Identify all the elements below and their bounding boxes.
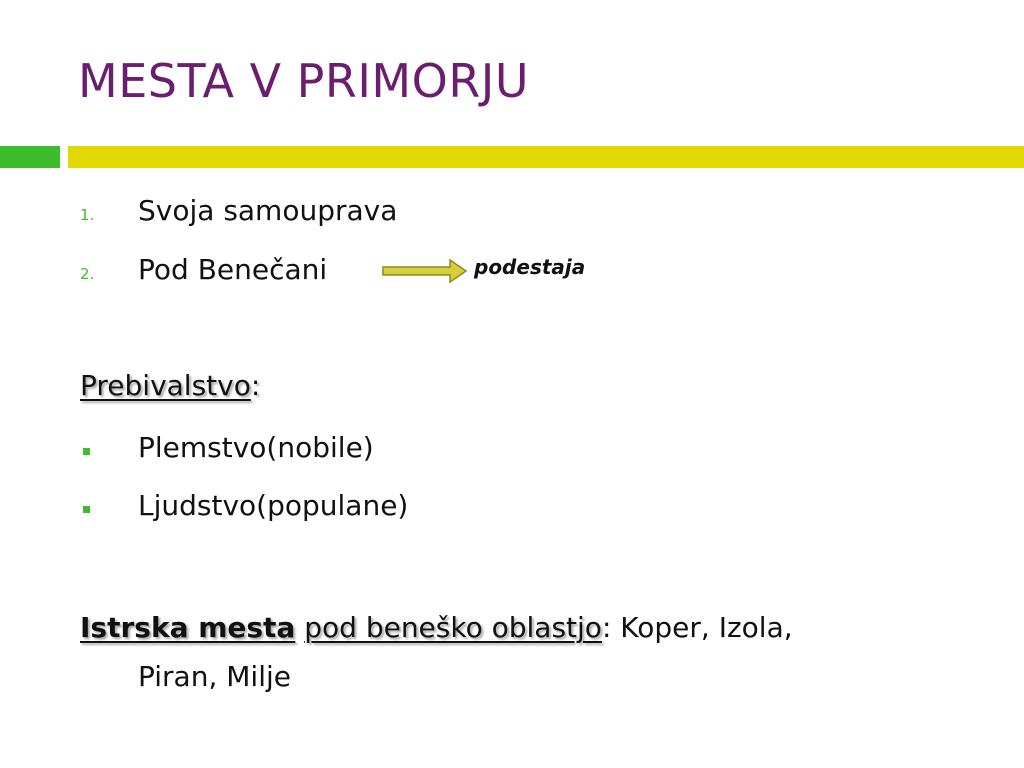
list-item: Ljudstvo(populane) [138,489,409,522]
closing-line-1 [80,611,793,644]
list-item: Plemstvo(nobile) [138,431,374,464]
closing-rest-text: : Koper, Izola, [601,611,793,644]
list-item: Pod Benečani [138,253,328,286]
list-item: Svoja samouprava [138,194,398,227]
section-heading-text: Prebivalstvo [80,369,251,402]
section-heading-colon: : [250,369,261,402]
annotation-label: podestaja [474,255,586,279]
accent-bar-yellow [68,146,1024,168]
list-marker: 2. [80,265,95,283]
closing-bold-text: Istrska mesta [80,611,296,644]
closing-line-2: Piran, Milje [138,660,291,693]
accent-bar-green [0,146,60,168]
section-heading [80,369,260,402]
square-bullet-icon [83,448,90,455]
square-bullet-icon [83,506,90,513]
right-arrow-icon [382,259,468,283]
slide-title: MESTA V PRIMORJU [78,54,530,108]
closing-underlined-text: pod beneško oblastjo [304,611,602,644]
list-marker: 1. [80,206,95,224]
